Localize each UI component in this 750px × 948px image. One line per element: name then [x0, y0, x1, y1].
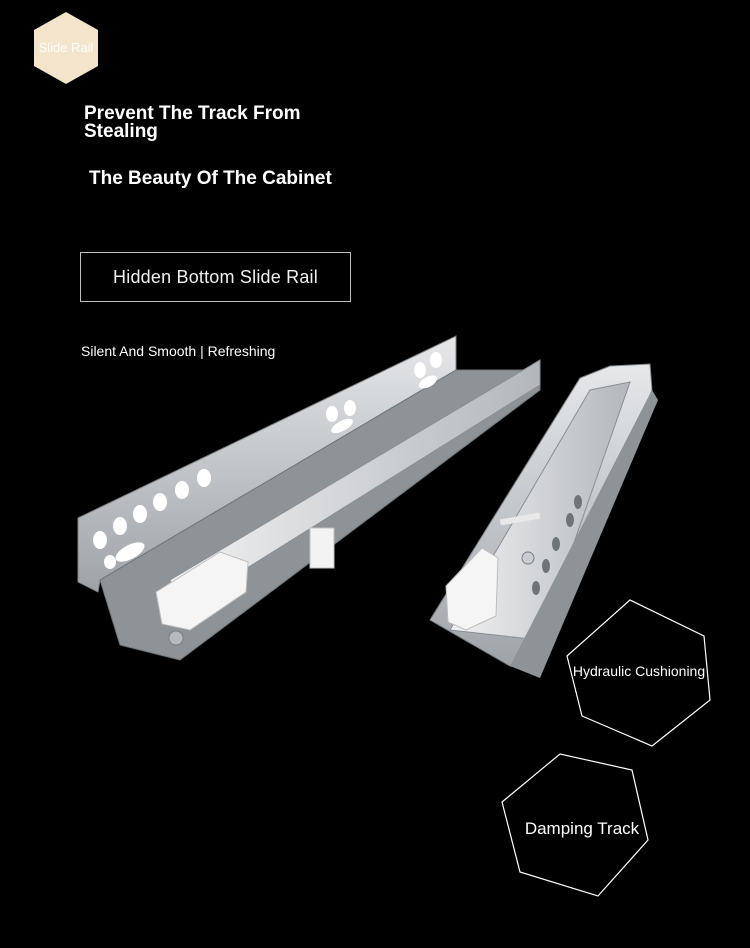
- slide-rail-badge: [30, 12, 102, 84]
- headline: Prevent The Track From Stealing: [84, 103, 301, 142]
- hex-label-hydraulic: Hydraulic Cushioning: [572, 663, 706, 679]
- hex-badge-hydraulic: [562, 598, 712, 748]
- product-name-box: [80, 252, 351, 302]
- subheadline: The Beauty Of The Cabinet: [89, 168, 332, 189]
- feature-line: Silent And Smooth | Refreshing: [81, 343, 276, 359]
- product-name-label: Hidden Bottom Slide Rail: [113, 267, 318, 287]
- hex-badge-damping: [500, 752, 650, 898]
- badge-label: Slide Rail: [38, 40, 94, 55]
- hex-label-damping: Damping Track: [524, 819, 640, 838]
